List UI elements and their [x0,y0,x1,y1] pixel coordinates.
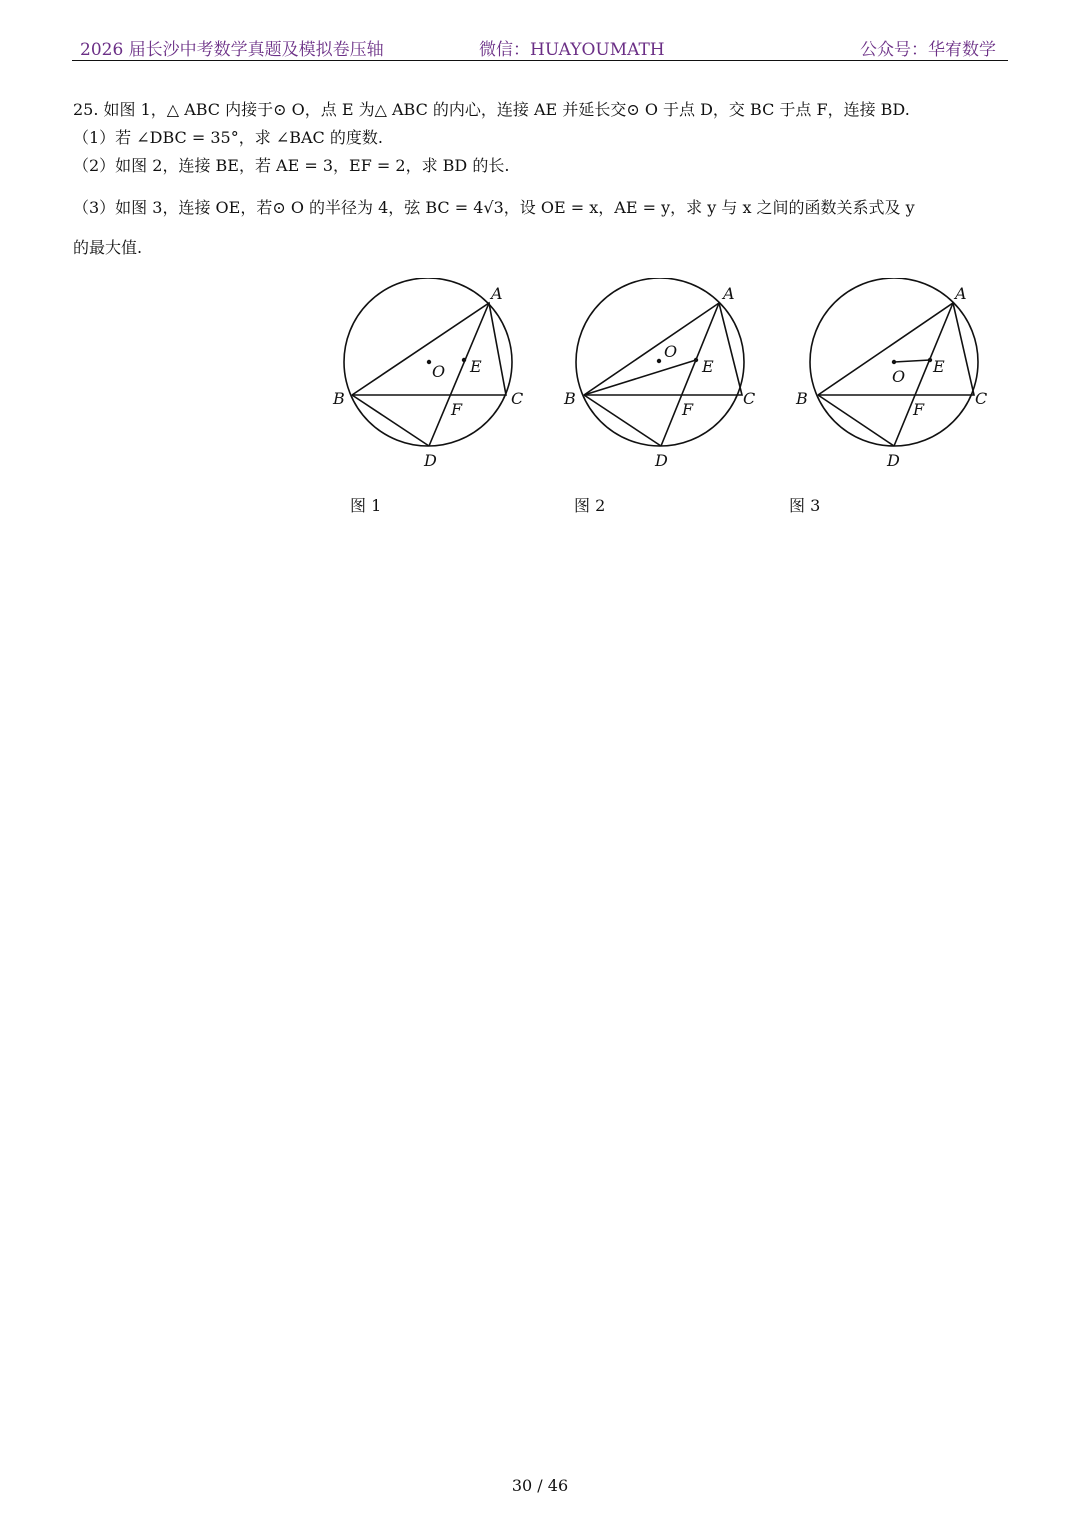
problem-25 [73,96,1008,262]
label-b: B [333,389,345,408]
label-b: B [796,389,808,408]
page-header [72,30,1008,61]
label-c: C [511,389,524,408]
page-number: 30 / 46 [511,1476,569,1495]
figure-2 [560,278,760,478]
point-o [657,359,661,363]
label-a: A [491,284,503,303]
header-account: 公众号：华宥数学 [860,40,996,60]
point-e [462,358,466,362]
label-d: D [655,451,668,470]
figure-1 [328,278,528,478]
segment-bd [818,395,894,446]
label-o: O [664,342,678,361]
problem-part-3: （3）如图 3，连接 OE，若⊙ O 的半径为 4，弦 BC = 4√3，设 OE = x，AE = y，求 y 与 x 之间的函数关系式及 y [73,198,915,217]
label-e: E [470,357,482,376]
label-c: C [975,389,988,408]
point-o [892,360,896,364]
problem-part-3-cont: 的最大值. [73,238,143,257]
label-d: D [424,451,437,470]
label-e: E [702,357,714,376]
label-f: F [913,400,925,419]
label-b: B [564,389,576,408]
segment-bd [352,395,429,446]
figure-2-caption: 图 2 [574,496,606,515]
point-e [694,358,698,362]
problem-intro: 25. 如图 1，△ ABC 内接于⊙ O，点 E 为△ ABC 的内心，连接 AE 并延长交⊙ O 于点 D，交 BC 于点 F，连接 BD. [73,100,910,119]
label-f: F [451,400,463,419]
header-wechat: 微信：HUAYOUMATH [479,40,665,60]
label-o: O [432,362,446,381]
segment-be [584,360,696,395]
problem-part-2: （2）如图 2，连接 BE，若 AE = 3，EF = 2，求 BD 的长. [73,156,510,175]
label-f: F [682,400,694,419]
label-o: O [892,367,906,386]
label-c: C [743,389,756,408]
label-a: A [723,284,735,303]
triangle-abc [584,303,742,395]
point-o [427,360,431,364]
point-e [928,358,932,362]
label-a: A [955,284,967,303]
figure-1-caption: 图 1 [350,496,382,515]
figure-3-caption: 图 3 [789,496,821,515]
label-d: D [887,451,900,470]
figure-3 [794,278,994,478]
label-e: E [933,357,945,376]
segment-bd [584,395,661,446]
segment-oe [894,360,930,362]
header-title: 2026 届长沙中考数学真题及模拟卷压轴 [80,40,384,60]
problem-part-1: （1）若 ∠DBC = 35°，求 ∠BAC 的度数. [73,128,383,147]
